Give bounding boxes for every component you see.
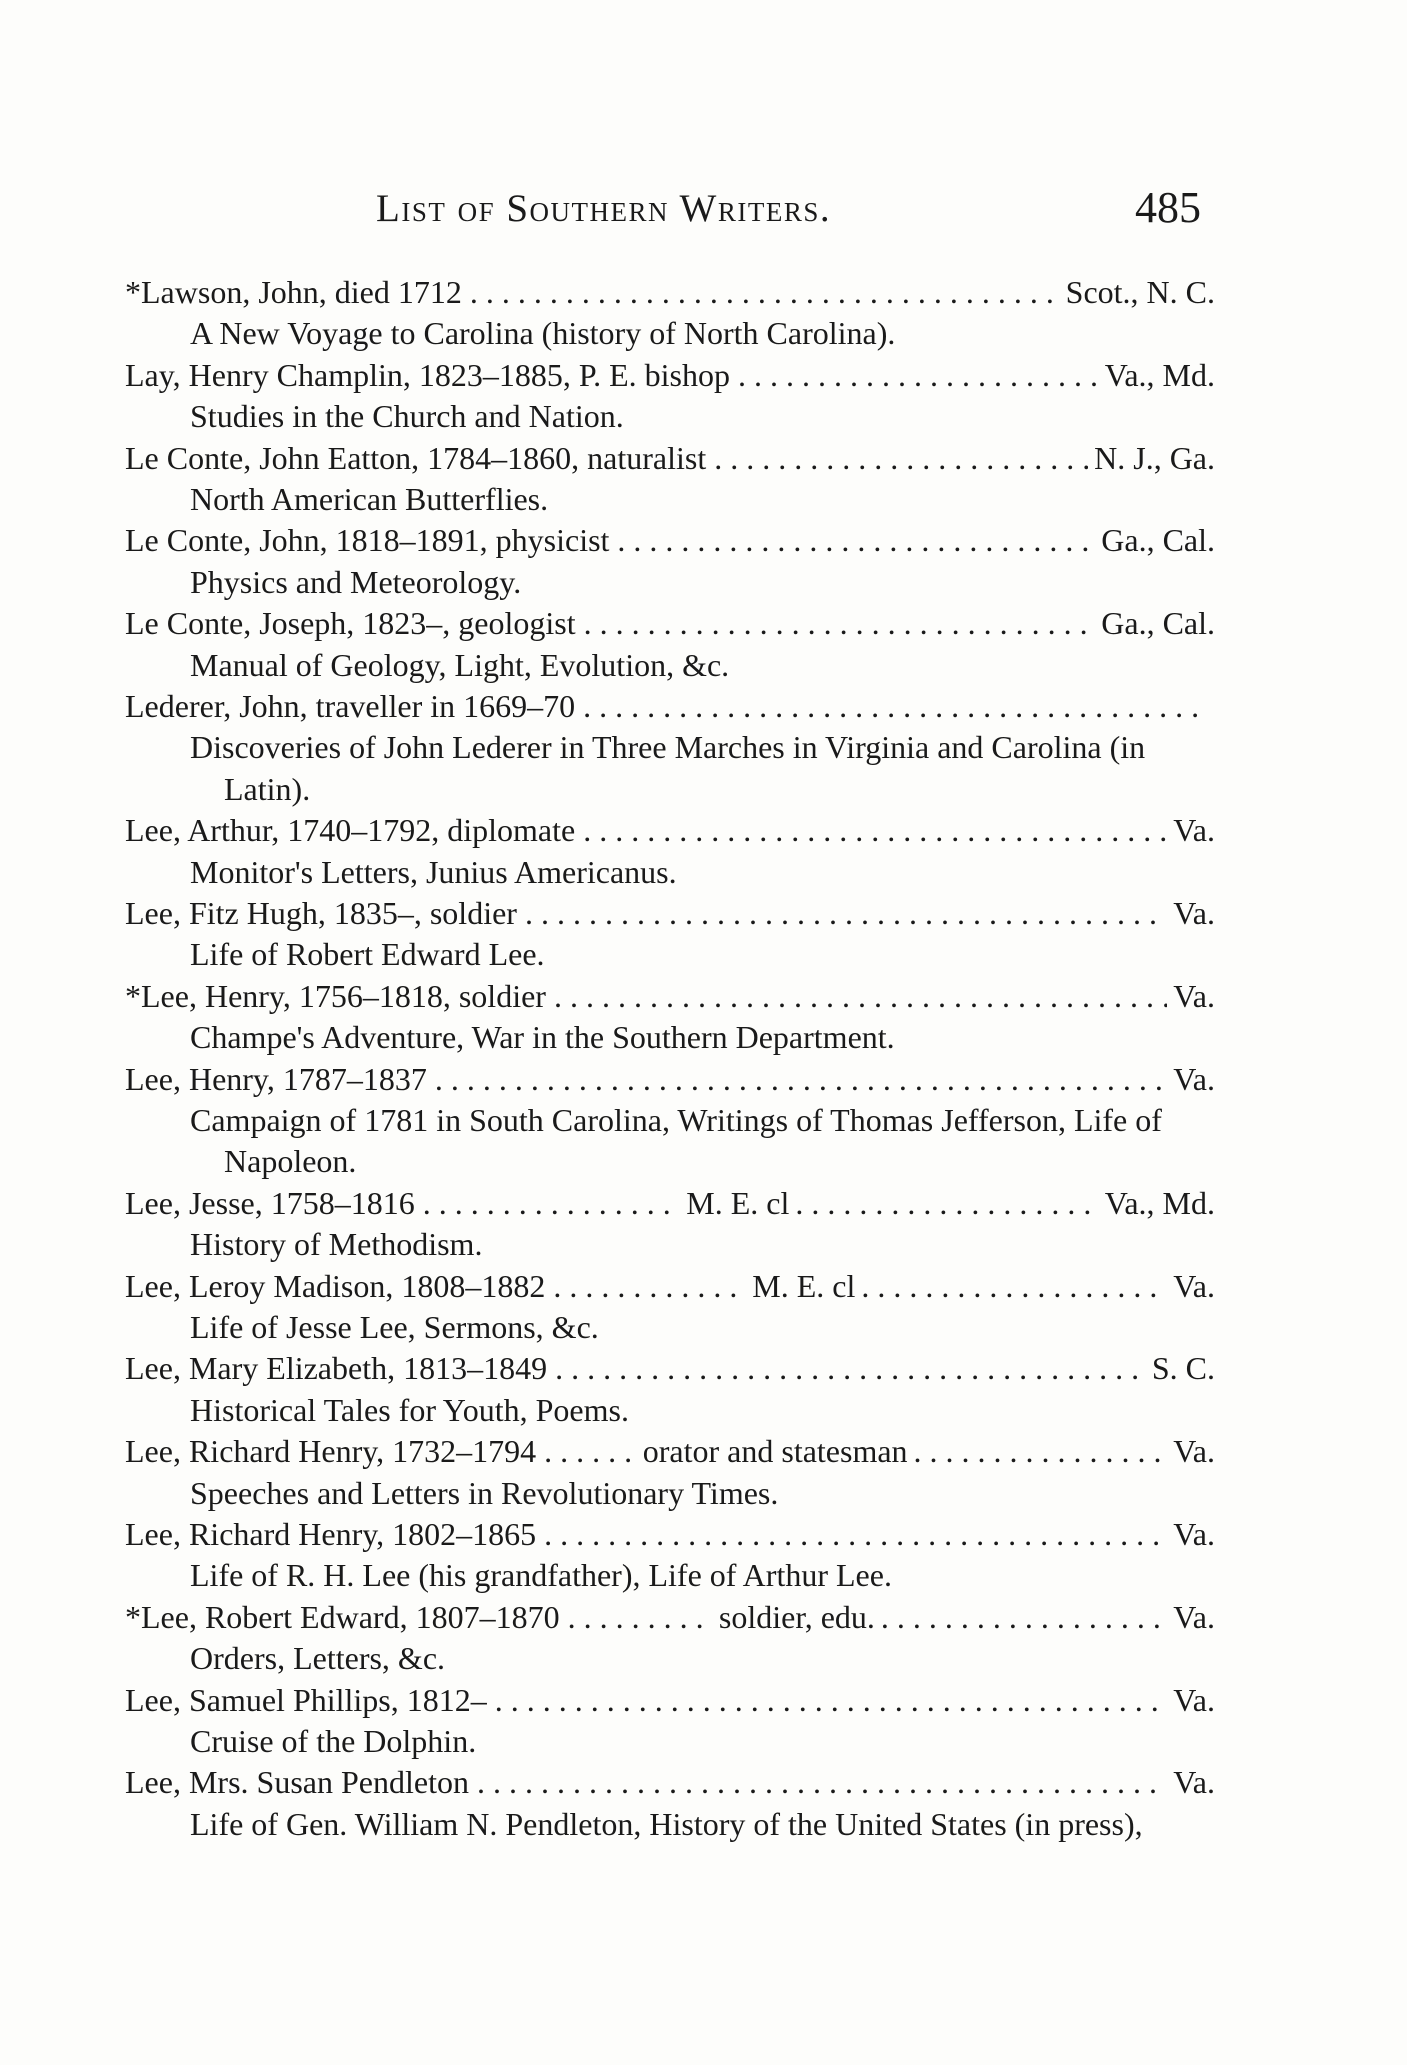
writer-name: Lee, Mary Elizabeth, 1813–1849 . . . [125,1350,1146,1386]
writer-entry [125,893,1215,976]
entry-leader [125,1680,1167,1721]
writer-states: Ga., Cal. [1101,605,1215,642]
entry-heading-line [125,1183,1215,1224]
entry-leader [125,1597,713,1638]
writer-name: Lee, Henry, 1787–1837 . . . [125,1061,1167,1097]
entry-leader-dots [914,1431,1168,1472]
writer-entry [125,976,1215,1059]
writer-works: Cruise of the Dolphin. [190,1722,477,1759]
entry-heading-line [125,1597,1215,1638]
entry-leader-dots [861,1266,1167,1307]
writer-entry [125,686,1215,810]
writer-name: Le Conte, John Eatton, 1784–1860, naturalist . . . [125,440,1088,476]
writer-name: Lee, Mrs. Susan Pendleton . . . [125,1764,1167,1800]
entry-leader [125,355,1099,396]
writer-works: Orders, Letters, &c. [190,1640,446,1677]
entry-heading-line [125,1059,1215,1100]
writer-states: Va. [1173,1598,1215,1635]
writer-works: Physics and Meteorology. [190,563,522,600]
writer-name: Lee, Richard Henry, 1802–1865 . . . [125,1516,1167,1552]
writer-works: Manual of Geology, Light, Evolution, &c. [190,646,730,683]
entry-heading-line [125,976,1215,1017]
writer-list [125,272,1215,1845]
writer-name: Le Conte, Joseph, 1823–, geologist . . . [125,605,1095,641]
writer-name: Lederer, John, traveller in 1669–70 . . . [125,688,1209,724]
entry-heading-line [125,1680,1215,1721]
writer-entry [125,1183,1215,1266]
entry-heading-line [125,1431,1215,1472]
writer-works: Life of Jesse Lee, Sermons, &c. [190,1308,599,1345]
writer-entry [125,1514,1215,1597]
writer-states: Va., Md. [1104,1184,1215,1221]
writer-entry [125,810,1215,893]
entry-heading-line [125,893,1215,934]
entry-heading-line [125,1762,1215,1803]
entry-leader [125,976,1167,1017]
writer-works: Historical Tales for Youth, Poems. [190,1391,629,1428]
entry-heading-line [125,810,1215,851]
writer-states: Va. [1173,812,1215,849]
entry-heading-line [125,1514,1215,1555]
writer-states: Va. [1173,894,1215,931]
writer-entry [125,1059,1215,1183]
writer-entry [125,520,1215,603]
writer-works: A New Voyage to Carolina (history of North Carolina). [190,315,896,352]
entry-leader [125,603,1095,644]
writer-occupation: M. E. cl [752,1267,856,1304]
writer-name: Lee, Jesse, 1758–1816 . . . [125,1185,680,1221]
writer-states: Va. [1173,1267,1215,1304]
entry-leader [125,686,1209,727]
writer-name: Lee, Richard Henry, 1732–1794 . . . [125,1433,637,1469]
writer-works: Life of R. H. Lee (his grandfather), Life of Arthur Lee. [190,1557,892,1594]
writer-states: Va. [1173,1681,1215,1718]
entry-leader [125,1266,746,1307]
running-title: List of Southern Writers. [376,187,832,230]
writer-entry [125,1597,1215,1680]
writer-occupation: soldier, edu. [718,1598,875,1635]
writer-works: Speeches and Letters in Revolutionary Times. [190,1474,779,1511]
writer-entry [125,603,1215,686]
writer-name: Lay, Henry Champlin, 1823–1885, P. E. bishop . . . [125,357,1099,393]
page-header [0,178,1407,238]
entry-heading-line [125,603,1215,644]
writer-works: Life of Gen. William N. Pendleton, History of the United States (in press), [190,1805,1143,1842]
writer-entry [125,1266,1215,1349]
writer-states: Ga., Cal. [1101,522,1215,559]
entry-leader [125,438,1088,479]
writer-entry [125,1680,1215,1763]
writer-states: Va. [1173,977,1215,1014]
entry-leader [125,1514,1167,1555]
writer-states: N. J., Ga. [1094,439,1215,476]
writer-works: Campaign of 1781 in South Carolina, Writings of Thomas Jefferson, Life of Napoleon. [190,1101,1162,1180]
entry-heading-line [125,1348,1215,1389]
writer-works: North American Butterflies. [190,480,549,517]
writer-states: S. C. [1151,1350,1215,1387]
entry-heading-line [125,520,1215,561]
entry-leader [125,1431,637,1472]
writer-states: Va. [1173,1060,1215,1097]
entry-leader [125,810,1167,851]
writer-works: History of Methodism. [190,1226,483,1263]
entry-leader [125,893,1167,934]
entry-leader [125,272,1060,313]
entry-heading-line [125,1266,1215,1307]
writer-states: Scot., N. C. [1065,274,1215,310]
entry-leader [125,1762,1167,1803]
entry-leader-dots [795,1183,1098,1224]
page-number: 485 [1135,183,1201,232]
entry-heading-line [125,686,1215,727]
writer-works: Studies in the Church and Nation. [190,398,624,435]
writer-entry [125,1348,1215,1431]
writer-entry [125,438,1215,521]
writer-name: Lee, Samuel Phillips, 1812– . . . [125,1682,1167,1718]
writer-name: Le Conte, John, 1818–1891, physicist . . . [125,522,1095,558]
entry-heading-line [125,272,1215,313]
writer-entry [125,1431,1215,1514]
entry-leader [125,1183,680,1224]
entry-leader-dots [881,1597,1167,1638]
writer-occupation: M. E. cl [686,1184,790,1221]
entry-heading-line [125,355,1215,396]
writer-states: Va. [1173,1433,1215,1470]
writer-states: Va. [1173,1764,1215,1801]
writer-name: *Lee, Robert Edward, 1807–1870 . . . [125,1599,713,1635]
entry-leader [125,1348,1146,1389]
writer-works: Monitor's Letters, Junius Americanus. [190,853,677,890]
writer-occupation: orator and statesman [642,1433,908,1470]
entry-heading-line [125,438,1215,479]
writer-entry [125,272,1215,355]
writer-name: Lee, Fitz Hugh, 1835–, soldier . . . [125,895,1167,931]
writer-works: Life of Robert Edward Lee. [190,936,545,973]
writer-name: *Lee, Henry, 1756–1818, soldier . . . [125,978,1167,1014]
writer-name: Lee, Leroy Madison, 1808–1882 . . . [125,1268,746,1304]
entry-leader [125,1059,1167,1100]
writer-entry [125,1762,1215,1845]
writer-works: Discoveries of John Lederer in Three Marches in Virginia and Carolina (in Latin). [190,729,1146,807]
writer-states: Va., Md. [1104,356,1215,393]
writer-name: Lee, Arthur, 1740–1792, diplomate . . . [125,812,1167,848]
entry-leader [125,520,1095,561]
writer-name: *Lawson, John, died 1712 . . . [125,274,1060,310]
writer-entry [125,355,1215,438]
writer-states: Va. [1173,1515,1215,1552]
writer-works: Champe's Adventure, War in the Southern Department. [190,1019,895,1056]
